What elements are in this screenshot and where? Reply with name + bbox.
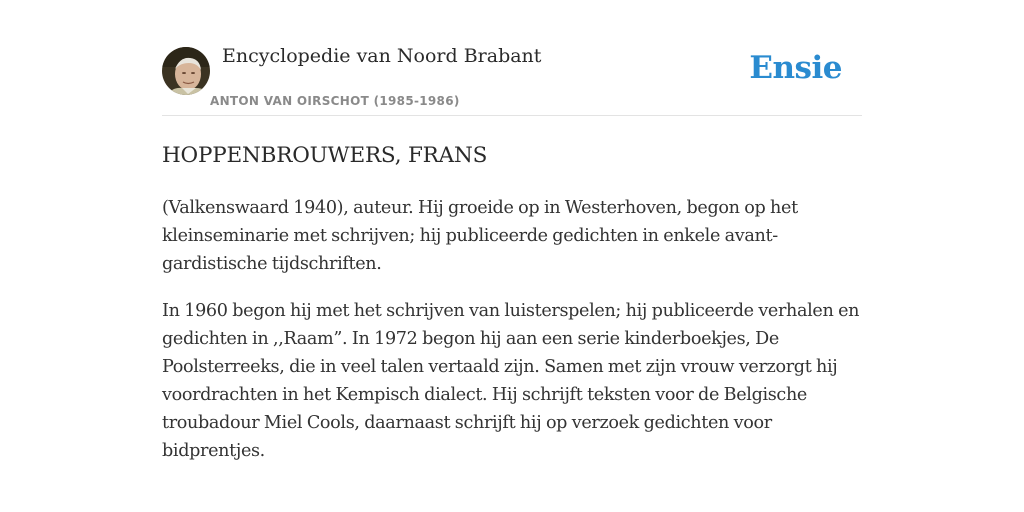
entry-paragraph: (Valkenswaard 1940), auteur. Hij groeide op in Westerhoven, begon op het kleinseminarie met schrijven; hij publiceerde gedichten in enkele avant-gardistische tijdschriften. <box>162 198 798 274</box>
ensie-logo[interactable]: Ensie <box>749 50 842 86</box>
header <box>162 0 862 116</box>
author-name[interactable]: ANTON VAN OIRSCHOT (1985-1986) <box>210 94 460 108</box>
page <box>162 0 862 465</box>
entry-paragraph: In 1960 begon hij met het schrijven van luisterspelen; hij publiceerde verhalen en gedichten in ,,Raam”. In 1972 begon hij aan een serie kinderboekjes, De Poolsterreeks, die in veel talen vertaald zijn. Samen met zijn vrouw verzorgt hij voordrachten in het Kempisch dialect. Hij schrijft teksten voor de Belgische troubadour Miel Cools, daarnaast schrijft hij op verzoek gedichten voor bidprentjes. <box>162 301 860 461</box>
entry-title: HOPPENBROUWERS, FRANS <box>162 143 488 168</box>
encyclopedia-title[interactable]: Encyclopedie van Noord Brabant <box>222 45 542 67</box>
author-avatar[interactable] <box>162 47 210 95</box>
